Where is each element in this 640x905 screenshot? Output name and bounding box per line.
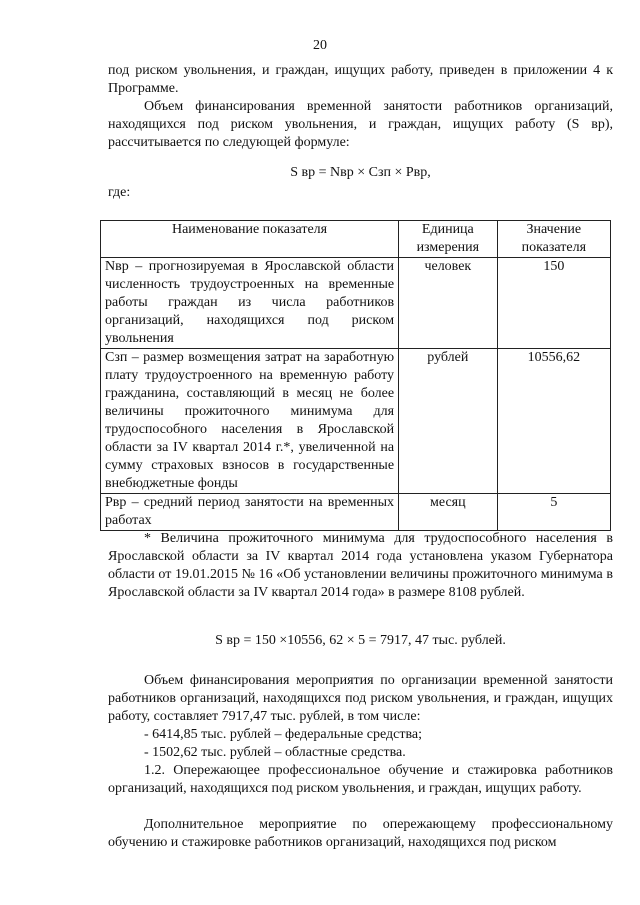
- header-unit: Единица измерения: [399, 221, 498, 258]
- row-unit-rvr: месяц: [399, 494, 498, 531]
- row-name-rvr: Рвр – средний период занятости на временных работах: [101, 494, 399, 531]
- regional-item: - 1502,62 тыс. рублей – областные средства.: [144, 745, 406, 760]
- row-value-szp: 10556,62: [497, 349, 610, 494]
- calculation: S вр = 150 ×10556, 62 × 5 = 7917, 47 тыс. рублей.: [215, 633, 506, 648]
- row-name-szp: Сзп – размер возмещения затрат на заработную плату трудоустроенного на временную работу гражданина, составляющий в месяц не более величины прожиточного минимума для трудоспособного населения в Ярославской области за IV квартал 2014 г.*, увеличенной на сумму страховых взносов в государственные внебюджетные фонды: [101, 349, 399, 494]
- indicators-table: [100, 220, 611, 531]
- footnote: * Величина прожиточного минимума для трудоспособного населения в Ярославской области за IV квартал 2014 года установлена указом Губернатора области от 19.01.2015 № 16 «Об установлении величины прожиточного минимума в Ярославской области за IV квартал 2014 года» в размере 8108 рублей.: [108, 531, 613, 600]
- table-header-row: [101, 221, 611, 258]
- additional-paragraph: Дополнительное мероприятие по опережающему профессиональному обучению и стажировке работников организаций, находящихся под риском: [108, 817, 613, 850]
- total-paragraph: Объем финансирования мероприятия по организации временной занятости работников организаций, находящихся под риском увольнения, и граждан, ищущих работу, составляет 7917,47 тыс. рублей, в том числе:: [108, 673, 613, 724]
- intro-text: под риском увольнения, и граждан, ищущих работу, приведен в приложении 4 к Программе.: [108, 63, 613, 96]
- row-unit-nvr: человек: [399, 258, 498, 349]
- row-unit-szp: рублей: [399, 349, 498, 494]
- header-indicator-name: Наименование показателя: [101, 221, 399, 258]
- header-value: Значение показателя: [497, 221, 610, 258]
- row-value-nvr: 150: [497, 258, 610, 349]
- row-value-rvr: 5: [497, 494, 610, 531]
- table-row: [101, 494, 611, 531]
- formula: S вр = Nвр × Сзп × Рвр,: [290, 165, 431, 180]
- page-number: 20: [313, 38, 327, 53]
- where-label: где:: [108, 185, 131, 200]
- section-1-2: 1.2. Опережающее профессиональное обучение и стажировка работников организаций, находящихся под риском увольнения, и граждан, ищущих работу.: [108, 763, 613, 796]
- federal-item: - 6414,85 тыс. рублей – федеральные средства;: [144, 727, 422, 742]
- table-row: [101, 258, 611, 349]
- financing-paragraph: Объем финансирования временной занятости работников организаций, находящихся под риском увольнения, и граждан, ищущих работу (S вр), рассчитывается по следующей формуле:: [108, 99, 613, 150]
- row-name-nvr: Nвр – прогнозируемая в Ярославской области численность трудоустроенных на временные работы граждан из числа работников организаций, находящихся под риском увольнения: [101, 258, 399, 349]
- table-row: [101, 349, 611, 494]
